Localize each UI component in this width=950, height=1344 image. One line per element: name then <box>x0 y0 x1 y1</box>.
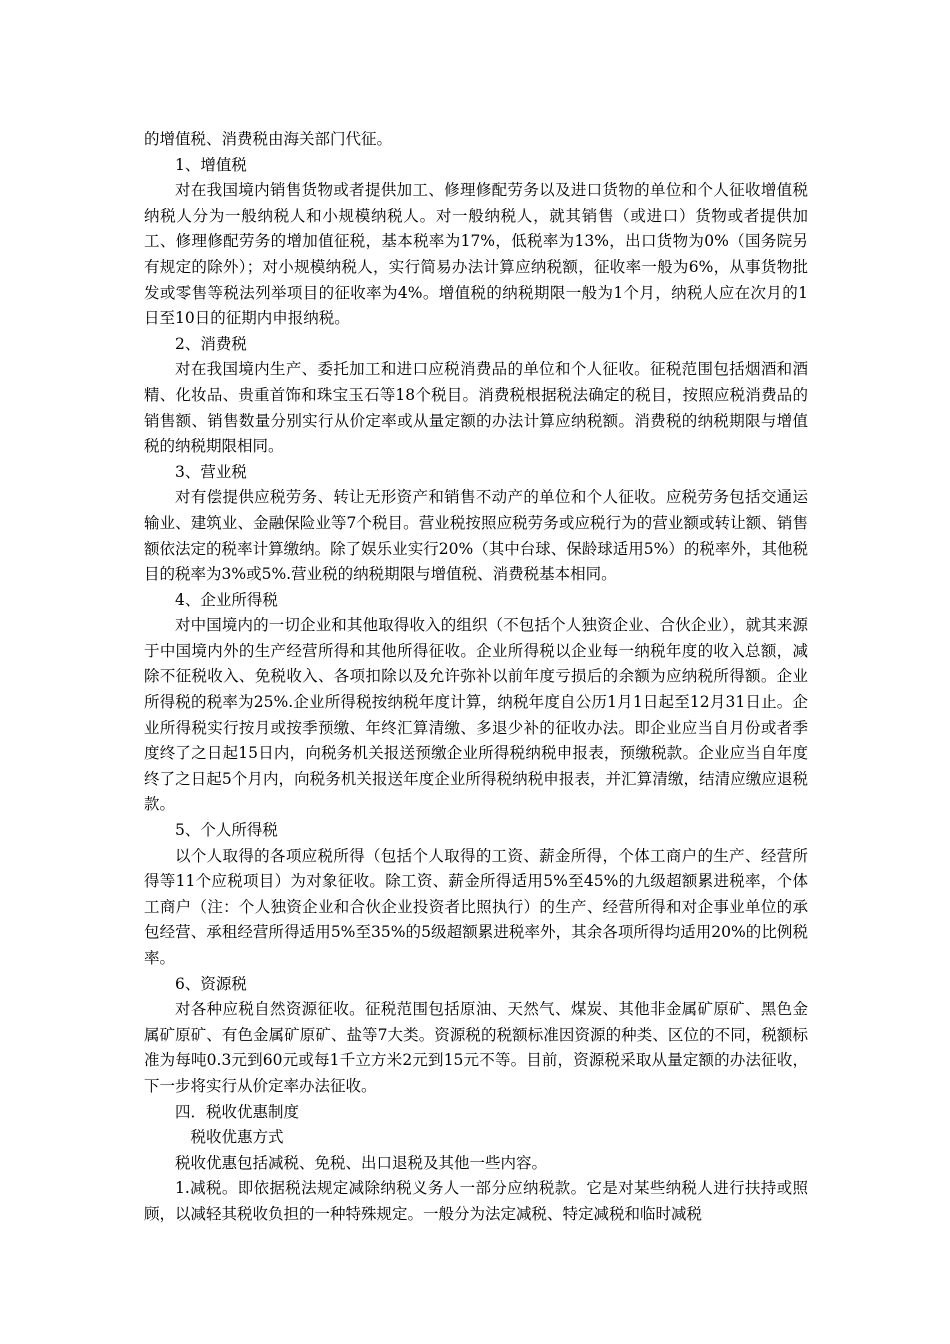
paragraph-consumption-tax: 对在我国境内生产、委托加工和进口应税消费品的单位和个人征收。征税范围包括烟酒和酒精、化妆品、贵重首饰和珠宝玉石等18个税目。消费税根据税法确定的税目，按照应税消费品的销售额、销售数量分别实行从价定率或从量定额的办法计算应纳税额。消费税的纳税期限与增值税的纳税期限相同。 <box>144 360 808 456</box>
section-heading-tax-incentives: 四．税收优惠制度 <box>175 1102 300 1121</box>
paragraph-business-tax: 对有偿提供应税劳务、转让无形资产和销售不动产的单位和个人征收。应税劳务包括交通运输业、建筑业、金融保险业等7个税目。营业税按照应税劳务或应税行为的营业额或转让额、销售额依法定的税率计算缴纳。除了娱乐业实行20%（其中台球、保龄球适用5%）的税率外，其他税目的税率为3%或5%.营业税的纳税期限与增值税、消费税基本相同。 <box>144 488 808 584</box>
section-heading-vat: 1、增值税 <box>175 155 247 174</box>
paragraph-resource-tax: 对各种应税自然资源征收。征税范围包括原油、天然气、煤炭、其他非金属矿原矿、黑色金属矿原矿、有色金属矿原矿、盐等7大类。资源税的税额标准因资源的种类、区位的不同，税额标准为每吨0.3元到60元或每1千立方米2元到15元不等。目前，资源税采取从量定额的办法征收，下一步将实行从价定率办法征收。 <box>144 1000 808 1095</box>
section-heading-consumption-tax: 2、消费税 <box>175 334 247 353</box>
paragraph-continuation: 的增值税、消费税由海关部门代征。 <box>144 130 393 148</box>
paragraph-tax-reduction: 1.减税。即依据税法规定减除纳税义务人一部分应纳税款。它是对某些纳税人进行扶持或照顾，以减轻其税收负担的一种特殊规定。一般分为法定减税、特定减税和临时减税 <box>144 1179 808 1223</box>
section-heading-corporate-income-tax: 4、企业所得税 <box>175 590 278 609</box>
subheading-incentive-methods: 税收优惠方式 <box>190 1128 284 1147</box>
paragraph-corporate-income-tax: 对中国境内的一切企业和其他取得收入的组织（不包括个人独资企业、合伙企业），就其来源于中国境内外的生产经营所得和其他所得征收。企业所得税以企业每一纳税年度的收入总额，减除不征税收入、免税收入、各项扣除以及允许弥补以前年度亏损后的余额为应纳税所得额。企业所得税的税率为25%.企业所得税按纳税年度计算，纳税年度自公历1月1日起至12月31日止。企业所得税实行按月或按季预缴、年终汇算清缴、多退少补的征收办法。即企业应当自月份或者季度终了之日起15日内，向税务机关报送预缴企业所得税纳税申报表，预缴税款。企业应当自年度终了之日起5个月内，向税务机关报送年度企业所得税纳税申报表，并汇算清缴，结清应缴应退税款。 <box>144 616 808 814</box>
section-heading-resource-tax: 6、资源税 <box>175 974 247 993</box>
paragraph-personal-income-tax: 以个人取得的各项应税所得（包括个人取得的工资、薪金所得，个体工商户的生产、经营所得等11个应税项目）为对象征收。除工资、薪金所得适用5%至45%的九级超额累进税率，个体工商户（注：个人独资企业和合伙企业投资者比照执行）的生产、经营所得和对企事业单位的承包经营、承租经营所得适用5%至35%的5级超额累进税率外，其余各项所得均适用20%的比例税率。 <box>144 846 808 967</box>
document-body <box>144 127 808 1228</box>
section-heading-business-tax: 3、营业税 <box>175 462 247 481</box>
paragraph-vat: 对在我国境内销售货物或者提供加工、修理修配劳务以及进口货物的单位和个人征收增值税纳税人分为一般纳税人和小规模纳税人。对一般纳税人，就其销售（或进口）货物或者提供加工、修理修配劳务的增加值征税，基本税率为17%，低税率为13%，出口货物为0%（国务院另有规定的除外）；对小规模纳税人，实行简易办法计算应纳税额，征收率一般为6%，从事货物批发或零售等税法列举项目的征收率为4%。增值税的纳税期限一般为1个月，纳税人应在次月的1日至10日的征期内申报纳税。 <box>144 181 808 328</box>
section-heading-personal-income-tax: 5、个人所得税 <box>175 821 278 840</box>
paragraph-incentive-overview: 税收优惠包括减税、免税、出口退税及其他一些内容。 <box>175 1153 548 1172</box>
